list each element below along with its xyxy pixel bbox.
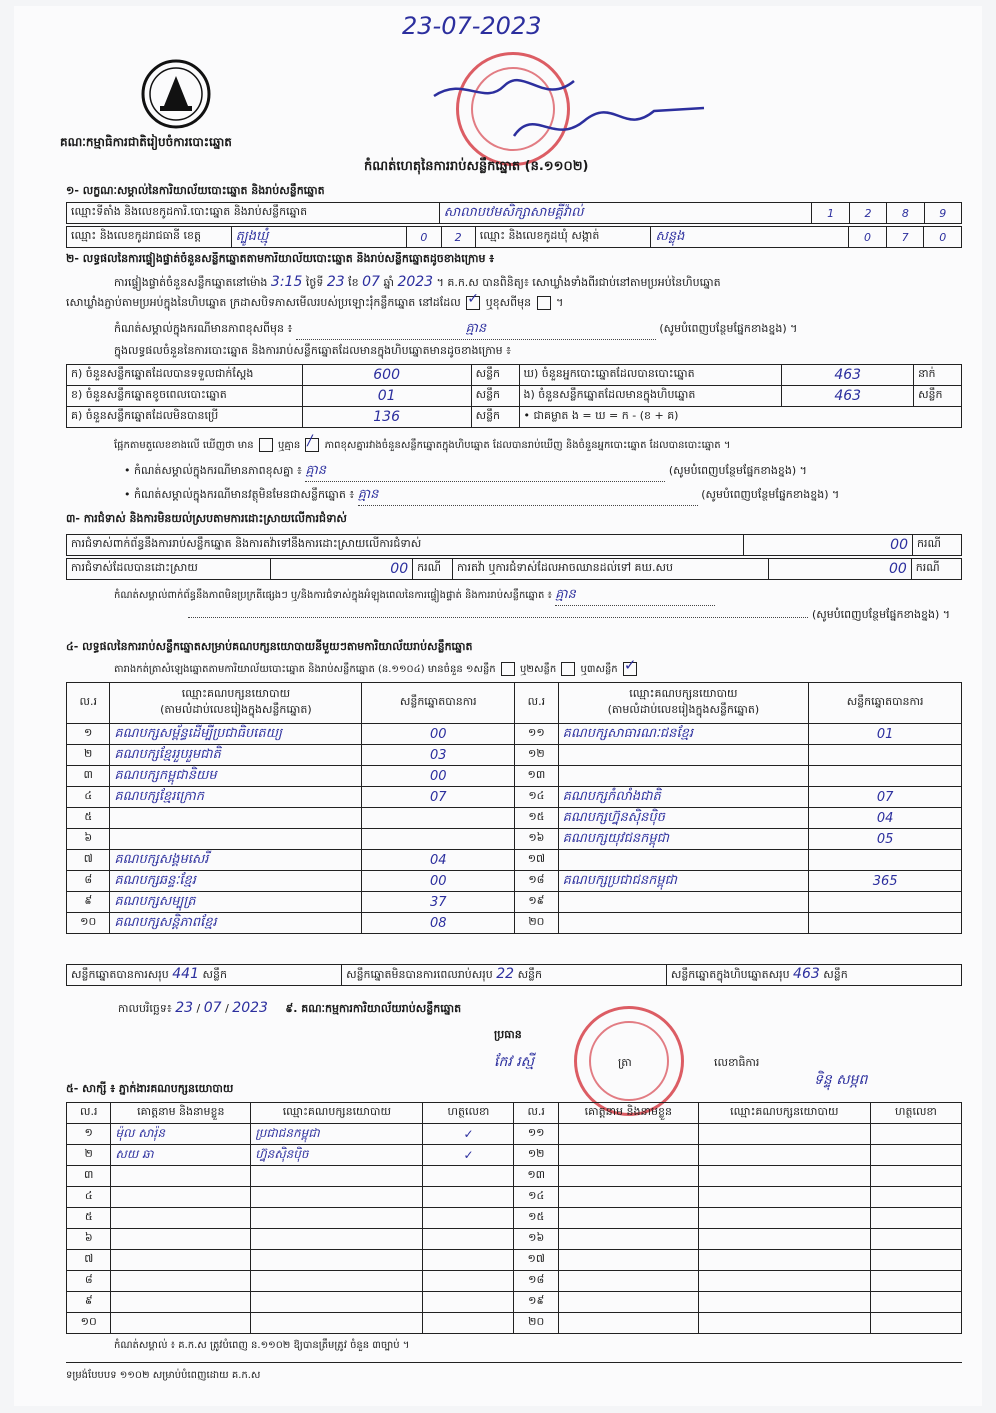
witness-signature <box>870 1166 961 1187</box>
party-votes <box>362 808 515 829</box>
party-votes: 37 <box>362 892 515 913</box>
party-number: ៥ <box>67 808 110 829</box>
witness-number: ១១ <box>514 1124 558 1145</box>
witness-name <box>111 1187 251 1208</box>
witness-name <box>558 1229 698 1250</box>
party-number: ៣ <box>67 766 110 787</box>
witness-party <box>698 1292 870 1313</box>
party-votes: 07 <box>809 787 962 808</box>
complaints-table-row2: ការជំទាស់ដែលបានដោះស្រាយ 00 ករណី ការតវ៉ា ឬការជំទាស់ដែលអាចឈានដល់ទៅ គឃ.សប 00 ករណី <box>66 558 962 580</box>
witness-number: ២ <box>67 1145 111 1166</box>
party-number: ១២ <box>515 745 558 766</box>
witness-number: ៧ <box>67 1250 111 1271</box>
party-name <box>558 745 809 766</box>
party-votes <box>809 892 962 913</box>
party-votes <box>362 829 515 850</box>
witness-signature <box>870 1208 961 1229</box>
witness-number: ១៧ <box>514 1250 558 1271</box>
witness-name <box>558 1187 698 1208</box>
party-number: ១១ <box>515 724 558 745</box>
code-digit: 0 <box>924 227 962 248</box>
code-digit: 2 <box>441 227 475 248</box>
witness-party <box>698 1313 870 1334</box>
witness-signature <box>870 1292 961 1313</box>
table-row <box>67 766 962 787</box>
party-number: ១៦ <box>515 829 558 850</box>
has-difference-checkbox[interactable] <box>259 438 273 452</box>
code-digit: 0 <box>407 227 441 248</box>
party-number: ១៣ <box>515 766 558 787</box>
witness-number: ៥ <box>67 1208 111 1229</box>
party-votes: 01 <box>809 724 962 745</box>
secretary-signature: ទិន្ទុ សម្ភព <box>814 1072 868 1088</box>
party-name: គណបក្សខ្មែររួបរួមជាតិ <box>110 745 362 766</box>
irregularity-note: កំណត់សម្គាល់ពាក់ព័ន្ធនឹងភាពមិនប្រក្រតីផ្សេងៗ ឬ/និងការជំទាស់ក្នុងអំឡុងពេលនៃការផ្ទៀងផ្ទាត់ និងការរាប់សន្លឹកឆ្នោត ៖ គ្មាន <box>114 586 715 606</box>
party-number: ១៥ <box>515 808 558 829</box>
witness-number: ១៨ <box>514 1271 558 1292</box>
code-digit: 8 <box>887 203 924 224</box>
chair-signature: កែវ រស្មី <box>494 1054 534 1070</box>
section1-heading: ១- លក្ខណៈសម្គាល់នៃការិយាល័យបោះឆ្នោត និងរាប់សន្លឹកឆ្នោត <box>66 184 325 197</box>
party-number: ១០ <box>67 913 110 934</box>
party-name: គណបក្សប្រជាជនកម្ពុជា <box>558 871 809 892</box>
party-votes: 05 <box>809 829 962 850</box>
witness-table: ល.រ គោត្តនាម និងនាមខ្លួន ឈ្មោះគណបក្សនយោបាយ ហត្ថលេខា ល.រ គោត្តនាម និងនាមខ្លួន ឈ្មោះគណបក្សនយោបាយ ហត្ថលេខា ១ ម៉ុល សារ៉ុន ប្រជាជនកម្ពុជា ✓ ១១ ២ សយ ឆា ហ្វ៊ុនស៊ិនប៉ិច ✓ ១២ ៣ ១៣ ៤ ១៤ ៥ ១៥ ៦ ១៦ ៧ ១៧ ៨ ១៨ ៩ ១៩ ១០ ២០ <box>66 1102 962 1334</box>
witness-signature <box>423 1187 514 1208</box>
difference-note: កំណត់សម្គាល់ក្នុងករណីមានភាពខុសពីមុន ៖ គ្មាន (សូមបំពេញបន្ថែមផ្នែកខាងខ្នង) ។ <box>114 320 964 340</box>
commune-value: សន្លុង <box>651 227 849 248</box>
party-name <box>558 850 809 871</box>
witness-name <box>558 1250 698 1271</box>
witness-signature <box>870 1187 961 1208</box>
two-sheet-checkbox[interactable] <box>561 662 575 676</box>
witness-name <box>558 1271 698 1292</box>
witness-number: ១៩ <box>514 1292 558 1313</box>
party-votes: 365 <box>809 871 962 892</box>
party-name: គណបក្សហ្វ៊ុនស៊ិនប៉ិច <box>558 808 809 829</box>
witness-number: ១២ <box>514 1145 558 1166</box>
signing-date: កាលបរិច្ឆេទ៖ 23 / 07 / 2023 ៩. គណៈកម្មការការិយាល័យរាប់សន្លឹកឆ្នោត <box>118 1000 462 1016</box>
witness-signature <box>870 1124 961 1145</box>
party-name: គណបក្សយុវជនកម្ពុជា <box>558 829 809 850</box>
commune-label: ឈ្មោះ និងលេខកូដឃុំ សង្កាត់ <box>475 227 651 248</box>
witness-signature: ✓ <box>423 1145 514 1166</box>
witness-number: ១០ <box>67 1313 111 1334</box>
table-row <box>67 1187 962 1208</box>
different-checkbox[interactable] <box>537 296 551 310</box>
witness-party <box>251 1271 423 1292</box>
table-row <box>67 871 962 892</box>
witness-party <box>251 1292 423 1313</box>
witness-name <box>558 1292 698 1313</box>
witness-number: ២០ <box>514 1313 558 1334</box>
witness-name: សយ ឆា <box>111 1145 251 1166</box>
witness-party <box>698 1208 870 1229</box>
difference-line: ផ្អែកតាមតួលេខខាងលើ ឃើញថា មាន ឬគ្មាន / ភាពខុសគ្នារវាងចំនួនសន្លឹកឆ្នោតក្នុងហិបឆ្នោត ដែលបានរាប់ឃើញ និងចំនួនអ្នកបោះឆ្នោត ដែលបានបោះឆ្នោត ។ <box>114 433 731 451</box>
org-label: គណៈកម្មាធិការជាតិរៀបចំការបោះឆ្នោត <box>60 135 232 149</box>
witness-signature <box>870 1271 961 1292</box>
witness-party <box>698 1145 870 1166</box>
footer-divider <box>66 1362 962 1363</box>
committee-stamp <box>574 1006 684 1116</box>
table-row <box>67 850 962 871</box>
tally-sheet-line: តារាងកត់ត្រាសំឡេងឆ្នោតតាមការិយាល័យបោះឆ្នោត និងរាប់សន្លឹកឆ្នោត (ន.១១០៤) មានចំនួន ១សន្លឹក ឬ២សន្លឹក ឬ៣សន្លឹក ✓ <box>114 656 637 675</box>
witness-name <box>558 1313 698 1334</box>
totals-table: សន្លឹកឆ្នោតបានការសរុប 441 សន្លឹក សន្លឹកឆ្នោតមិនបានការពេលរាប់សរុប 22 សន្លឹក សន្លឹកឆ្នោតក្នុងហិបឆ្នោតសរុប 463 សន្លឹក <box>66 964 962 986</box>
witness-signature <box>423 1271 514 1292</box>
party-name: គណបក្សសង្គមសេរី <box>110 850 362 871</box>
party-number: ៦ <box>67 829 110 850</box>
witness-number: ៦ <box>67 1229 111 1250</box>
party-results-table: ល.រ ឈ្មោះគណបក្សនយោបាយ (តាមលំដាប់លេខរៀងក្នុងសន្លឹកឆ្នោត) សន្លឹកឆ្នោតបានការ ល.រ ឈ្មោះគណបក្សនយោបាយ (តាមលំដាប់លេខរៀងក្នុងសន្លឹកឆ្នោត) សន្លឹកឆ្នោតបានការ ១ គណបក្សសម្ព័ន្ធដើម្បីប្រជាធិបតេយ្យ 00 ១១ គណបក្សសាធារណៈជនខ្មែរ 01 ២ គណបក្សខ្មែររួបរួមជាតិ 03 ១២ ៣ គណបក្សកម្ពុជានិយម 00 ១៣ ៤ គណបក្សខ្មែរក្រោក 07 ១៤ គណបក្សកំលាំងជាតិ 07 ៥ ១៥ គណបក្សហ្វ៊ុនស៊ិនប៉ិច 04 ៦ ១៦ គណបក្សយុវជនកម្ពុជា 05 ៧ គណបក្សសង្គមសេរី 04 ១៧ ៨ គណបក្សឆន្ទៈខ្មែរ 00 ១៨ គណបក្សប្រជាជនកម្ពុជា 365 ៩ គណបក្សសម្បុត្រ 37 ១៩ ១០ គណបក្សសន្តិភាពខ្មែរ 08 ២០ <box>66 682 962 934</box>
witness-signature <box>423 1250 514 1271</box>
section3-heading: ៣- ការជំទាស់ និងការមិនយល់ស្របតាមការដោះស្រាយលើការជំទាស់ <box>66 512 347 525</box>
party-name <box>110 808 362 829</box>
polling-station-label: ឈ្មោះទីតាំង និងលេខកូដការិ.បោះឆ្នោត និងរាប់សន្លឹកឆ្នោត <box>67 203 440 224</box>
witness-party <box>251 1250 423 1271</box>
table-row <box>67 1250 962 1271</box>
table-row <box>67 1124 962 1145</box>
chair-label: ប្រធាន <box>494 1028 522 1041</box>
witness-name <box>111 1250 251 1271</box>
witness-name <box>558 1124 698 1145</box>
form-title: កំណត់ហេតុនៃការរាប់សន្លឹកឆ្នោត (ន.១១០២) <box>364 159 589 174</box>
witness-number: ១៤ <box>514 1187 558 1208</box>
party-votes: 03 <box>362 745 515 766</box>
table-row <box>67 913 962 934</box>
table-row <box>67 808 962 829</box>
party-number: ១ <box>67 724 110 745</box>
table-row: ក) ចំនួនសន្លឹកឆ្នោតដែលបានទទួលជាក់ស្តែង 600 សន្លឹក ឃ) ចំនួនអ្នកបោះឆ្នោតដែលបានបោះឆ្នោត 463 នាក់ <box>67 365 962 386</box>
witness-party <box>698 1250 870 1271</box>
three-sheet-checkbox[interactable]: ✓ <box>623 656 637 674</box>
party-votes: 00 <box>362 871 515 892</box>
witness-signature <box>423 1166 514 1187</box>
verification-line: ការផ្ទៀងផ្ទាត់ចំនួនសន្លឹកឆ្នោតនៅម៉ោង 3:15 ថ្ងៃទី 23 ខែ 07 ឆ្នាំ 2023 ។ គ.ក.ស បានពិនិត្យ៖ សោឃ្លាំងទាំងពីរជាប់នៅតាមប្រអប់នៃហិបឆ្នោត <box>114 274 721 290</box>
party-number: ១៨ <box>515 871 558 892</box>
irregularity-fill-back: (សូមបំពេញបន្ថែមផ្នែកខាងខ្នង) ។ <box>114 608 950 624</box>
party-name: គណបក្សកម្ពុជានិយម <box>110 766 362 787</box>
party-votes <box>809 850 962 871</box>
party-name <box>558 892 809 913</box>
party-name: គណបក្សសម្ព័ន្ធដើម្បីប្រជាធិបតេយ្យ <box>110 724 362 745</box>
one-sheet-checkbox[interactable] <box>501 662 515 676</box>
witness-party <box>698 1124 870 1145</box>
witness-signature <box>870 1250 961 1271</box>
party-number: ៤ <box>67 787 110 808</box>
same-checkbox[interactable]: ✓ <box>466 296 480 310</box>
witness-party <box>698 1166 870 1187</box>
table-row <box>67 724 962 745</box>
witness-number: ៩ <box>67 1292 111 1313</box>
secretary-label: លេខាធិការ <box>714 1056 760 1069</box>
party-name: គណបក្សកំលាំងជាតិ <box>558 787 809 808</box>
difference-note-bullet: • កំណត់សម្គាល់ក្នុងករណីមានភាពខុសគ្នា ៖ គ្មាន (សូមបំពេញបន្ថែមផ្នែកខាងខ្នង) ។ <box>124 462 807 482</box>
section1-table-row2 <box>66 226 962 248</box>
witness-name <box>558 1208 698 1229</box>
table-row <box>67 1292 962 1313</box>
handwritten-date: 23-07-2023 <box>402 12 542 40</box>
seal-check-line: សោឃ្លាំងភ្ជាប់តាមប្រអប់ក្នុងនៃហិបឆ្នោត ក្រដាសបិទភាសមើលរបស់ប្រឡោះរុំកន្លឹកឆ្នោត នៅដដែល ✓ ឬខុសពីមុន ។ <box>66 291 564 309</box>
code-digit: 1 <box>812 203 849 224</box>
section1-table <box>66 202 962 224</box>
party-votes: 00 <box>362 766 515 787</box>
section4-heading: ៤- លទ្ធផលនៃការរាប់សន្លឹកឆ្នោតសម្រាប់គណបក្សនយោបាយនីមួយៗតាមការិយាល័យរាប់សន្លឹកឆ្នោត <box>66 640 473 653</box>
witness-number: ៤ <box>67 1187 111 1208</box>
witness-signature <box>423 1313 514 1334</box>
party-number: ២ <box>67 745 110 766</box>
party-name <box>558 913 809 934</box>
witness-name <box>111 1292 251 1313</box>
party-name <box>558 766 809 787</box>
signature-top <box>424 66 714 156</box>
party-votes <box>809 766 962 787</box>
table-row <box>67 745 962 766</box>
party-number: ២០ <box>515 913 558 934</box>
witness-party <box>698 1271 870 1292</box>
party-number: ១៩ <box>515 892 558 913</box>
witness-signature <box>423 1229 514 1250</box>
party-number: ៨ <box>67 871 110 892</box>
no-difference-checkbox[interactable]: / <box>305 438 319 452</box>
party-number: ៧ <box>67 850 110 871</box>
table-row: ខ) ចំនួនសន្លឹកឆ្នោតខូចពេលបោះឆ្នោត 01 សន្លឹក ង) ចំនួនសន្លឹកឆ្នោតដែលមានក្នុងហិបឆ្នោត 463 សន្លឹក <box>67 386 962 407</box>
witness-name <box>111 1166 251 1187</box>
ballot-count-table <box>66 364 962 428</box>
table-row <box>67 1229 962 1250</box>
witness-number: ១៦ <box>514 1229 558 1250</box>
witness-party <box>698 1187 870 1208</box>
witness-signature <box>423 1208 514 1229</box>
witness-party: ប្រជាជនកម្ពុជា <box>251 1124 423 1145</box>
foreign-object-note: • កំណត់សម្គាល់ក្នុងករណីមានវត្ថុមិនមែនជាសន្លឹកឆ្នោត ៖ គ្មាន (សូមបំពេញបន្ថែមផ្នែកខាងខ្នង) ។ <box>124 486 839 506</box>
witness-signature <box>870 1229 961 1250</box>
nec-emblem <box>140 58 212 130</box>
code-digit: 9 <box>924 203 961 224</box>
section5-heading: ៥- សាក្សី ៖ ភ្នាក់ងារគណបក្សនយោបាយ <box>66 1082 234 1095</box>
province-label: ឈ្មោះ និងលេខកូដរាជធានី ខេត្ត <box>67 227 232 248</box>
footer-note: កំណត់សម្គាល់ ៖ គ.ក.ស ត្រូវបំពេញ ន.១១០២ ឱ្យបានត្រឹមត្រូវ ចំនួន ៣ច្បាប់ ។ <box>114 1340 410 1351</box>
ballot-count-intro: ក្នុងលទ្ធផលចំនួននៃការបោះឆ្នោត និងការរាប់សន្លឹកឆ្នោតដែលមានក្នុងហិបឆ្នោតមានដូចខាងក្រោម ៖ <box>114 344 511 357</box>
witness-party: ហ្វ៊ុនស៊ិនប៉ិច <box>251 1145 423 1166</box>
code-digit: 2 <box>849 203 886 224</box>
party-votes <box>809 913 962 934</box>
witness-number: ៨ <box>67 1271 111 1292</box>
section2-heading: ២- លទ្ធផលនៃការផ្ទៀងផ្ទាត់ចំនួនសន្លឹកឆ្នោតតាមការិយាល័យបោះឆ្នោត និងរាប់សន្លឹកឆ្នោតដូចខាងក្រោម ៖ <box>66 252 495 265</box>
table-row: គ) ចំនួនសន្លឹកឆ្នោតដែលមិនបានប្រើ 136 សន្លឹក • ជាគម្លាត ង = ឃ = ក - (ខ + គ) <box>67 407 962 428</box>
witness-name <box>558 1145 698 1166</box>
witness-number: ១៣ <box>514 1166 558 1187</box>
witness-party <box>251 1166 423 1187</box>
party-number: ១៤ <box>515 787 558 808</box>
party-name: គណបក្សសន្តិភាពខ្មែរ <box>110 913 362 934</box>
complaints-table: ការជំទាស់ពាក់ព័ន្ធនឹងការរាប់សន្លឹកឆ្នោត និងការតវ៉ាទៅនឹងការដោះស្រាយលើការជំទាស់ 00 ករណី <box>66 534 962 556</box>
table-row <box>67 1145 962 1166</box>
table-row <box>67 1313 962 1334</box>
table-row <box>67 1166 962 1187</box>
table-row <box>67 892 962 913</box>
table-row <box>67 1271 962 1292</box>
code-digit: 7 <box>886 227 924 248</box>
witness-name <box>111 1313 251 1334</box>
party-votes <box>809 745 962 766</box>
witness-number: ៣ <box>67 1166 111 1187</box>
party-votes: 04 <box>809 808 962 829</box>
witness-party <box>251 1208 423 1229</box>
party-name: គណបក្សឆន្ទៈខ្មែរ <box>110 871 362 892</box>
province-value: ត្បូងឃ្មុំ <box>231 227 407 248</box>
witness-number: ១ <box>67 1124 111 1145</box>
witness-name <box>111 1208 251 1229</box>
witness-name: ម៉ុល សារ៉ុន <box>111 1124 251 1145</box>
witness-party <box>251 1187 423 1208</box>
witness-party <box>251 1313 423 1334</box>
form-code: ទម្រង់បែបបទ ១១០២ សម្រាប់បំពេញដោយ គ.ក.ស <box>66 1370 261 1381</box>
witness-number: ១៥ <box>514 1208 558 1229</box>
seal-label: ត្រា <box>618 1056 632 1069</box>
party-name: គណបក្សសាធារណៈជនខ្មែរ <box>558 724 809 745</box>
witness-name <box>111 1229 251 1250</box>
witness-signature <box>870 1313 961 1334</box>
party-votes: 04 <box>362 850 515 871</box>
polling-station-value: សាលាបឋមសិក្សាសាមគ្គីវ៉ាល់ <box>439 203 812 224</box>
witness-signature: ✓ <box>423 1124 514 1145</box>
witness-signature <box>870 1145 961 1166</box>
witness-name <box>111 1271 251 1292</box>
witness-name <box>558 1166 698 1187</box>
table-row <box>67 1208 962 1229</box>
party-name: គណបក្សសម្បុត្រ <box>110 892 362 913</box>
code-digit: 0 <box>849 227 887 248</box>
witness-signature <box>423 1292 514 1313</box>
party-name <box>110 829 362 850</box>
party-number: ១៧ <box>515 850 558 871</box>
table-row <box>67 829 962 850</box>
party-number: ៩ <box>67 892 110 913</box>
witness-party <box>698 1229 870 1250</box>
table-row <box>67 787 962 808</box>
party-votes: 08 <box>362 913 515 934</box>
party-votes: 00 <box>362 724 515 745</box>
form-page <box>14 6 982 1406</box>
party-name: គណបក្សខ្មែរក្រោក <box>110 787 362 808</box>
witness-party <box>251 1229 423 1250</box>
party-votes: 07 <box>362 787 515 808</box>
